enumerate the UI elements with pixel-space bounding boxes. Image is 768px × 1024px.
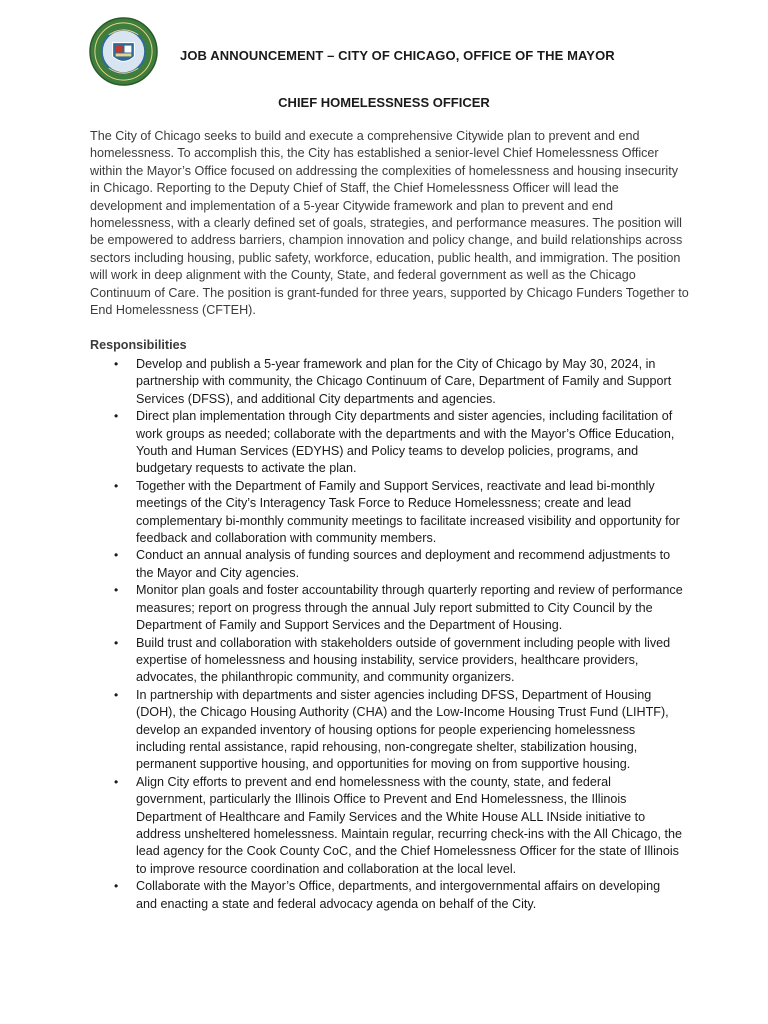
bullet-icon: • [114,879,119,894]
responsibilities-heading: Responsibilities [90,338,187,352]
bullet-icon: • [114,357,119,371]
list-item-text: Align City efforts to prevent and end homelessness with the county, state, and federal government, particularly the Illinois Office to Prevent and End Homelessness, the Illinois Department of Healthcare and Family Services and the White House ALL INside initiative to address unsheltered homelessness. Maintain regular, recurring check-ins with the All Chicago, the lead agency for the Cook County CoC, and the Chief Homelessness Officer for the state of Illinois to improve resource coordination and collaboration at the local level. [136,774,683,876]
list-item-text: In partnership with departments and sister agencies including DFSS, Department of Housing (DOH), the Chicago Housing Authority (CHA) and the Low-Income Housing Trust Fund (LIHTF), develop an expanded inventory of housing options for people experiencing homelessness including rental assistance, rapid rehousing, non-congregate shelter, stabilization housing, permanent supportive housing, and opportunities for moving on from supportive housing. [136,687,669,772]
list-item [114,408,684,478]
bullet-icon: • [114,635,119,650]
bullet-icon: • [114,548,119,563]
page-title: CHIEF HOMELESSNESS OFFICER [278,95,490,110]
list-item-text: Conduct an annual analysis of funding sources and deployment and recommend adjustments to the Mayor and City agencies. [136,548,671,580]
list-item [114,635,684,687]
list-item [114,478,684,548]
bullet-icon: • [114,774,119,789]
list-item-text: Direct plan implementation through City departments and sister agencies, including facilitation of work groups as needed; collaborate with the departments and with the Mayor’s Office Education, Youth and Human Services (EDYHS) and Policy teams to develop policies, programs, and budgetary requests to activate the plan. [136,409,675,476]
responsibilities-list [114,356,684,913]
list-item-text: Together with the Department of Family and Support Services, reactivate and lead bi-monthly meetings of the City’s Interagency Task Force to Reduce Homelessness; create and lead complementary bi-monthly community meetings to facilitate increased visibility and opportunity for feedback and collaboration with community members. [136,478,680,546]
list-item [114,774,684,878]
city-of-chicago-seal-icon [89,17,158,86]
bullet-icon: • [114,687,119,702]
bullet-icon: • [114,409,119,424]
list-item [114,582,684,634]
bullet-icon: • [114,583,119,598]
list-item-text: Collaborate with the Mayor’s Office, departments, and intergovernmental affairs on developing and enacting a state and federal advocacy agenda on behalf of the City. [136,879,661,911]
list-item [114,878,684,913]
list-item [114,547,684,582]
bullet-icon: • [114,478,119,493]
list-item [114,356,684,408]
list-item-text: Build trust and collaboration with stakeholders outside of government including people with lived expertise of homelessness and housing instability, service providers, healthcare providers, advocates, the philanthropic community, and community organizers. [136,635,671,685]
announcement-header: JOB ANNOUNCEMENT – CITY OF CHICAGO, OFFICE OF THE MAYOR [180,48,615,63]
intro-paragraph: The City of Chicago seeks to build and execute a comprehensive Citywide plan to prevent and end homelessness. To accomplish this, the City has established a senior-level Chief Homelessness Officer within the Mayor’s Office focused on addressing the complexities of homelessness and housing insecurity in Chicago. Reporting to the Deputy Chief of Staff, the Chief Homelessness Officer will lead the development and implementation of a 5-year Citywide framework and plan to prevent and end homelessness, with a clearly defined set of goals, strategies, and performance measures. The position will be empowered to address barriers, champion innovation and policy change, and build relationships across sectors including housing, public safety, workforce, education, public health, and immigration. The position will work in deep alignment with the County, State, and federal government as well as the Chicago Continuum of Care. The position is grant-funded for three years, supported by Chicago Funders Together to End Homelessness (CFTEH). [90,129,689,318]
list-item-text: Develop and publish a 5-year framework and plan for the City of Chicago by May 30, 2024, in partnership with community, the Chicago Continuum of Care, Department of Family and Support Services (DFSS), and additional City departments and agencies. [136,357,672,406]
list-item-text: Monitor plan goals and foster accountability through quarterly reporting and review of performance measures; report on progress through the annual July report submitted to City Council by the Department of Family and Support Services and the Department of Housing. [136,583,683,633]
list-item [114,687,684,774]
